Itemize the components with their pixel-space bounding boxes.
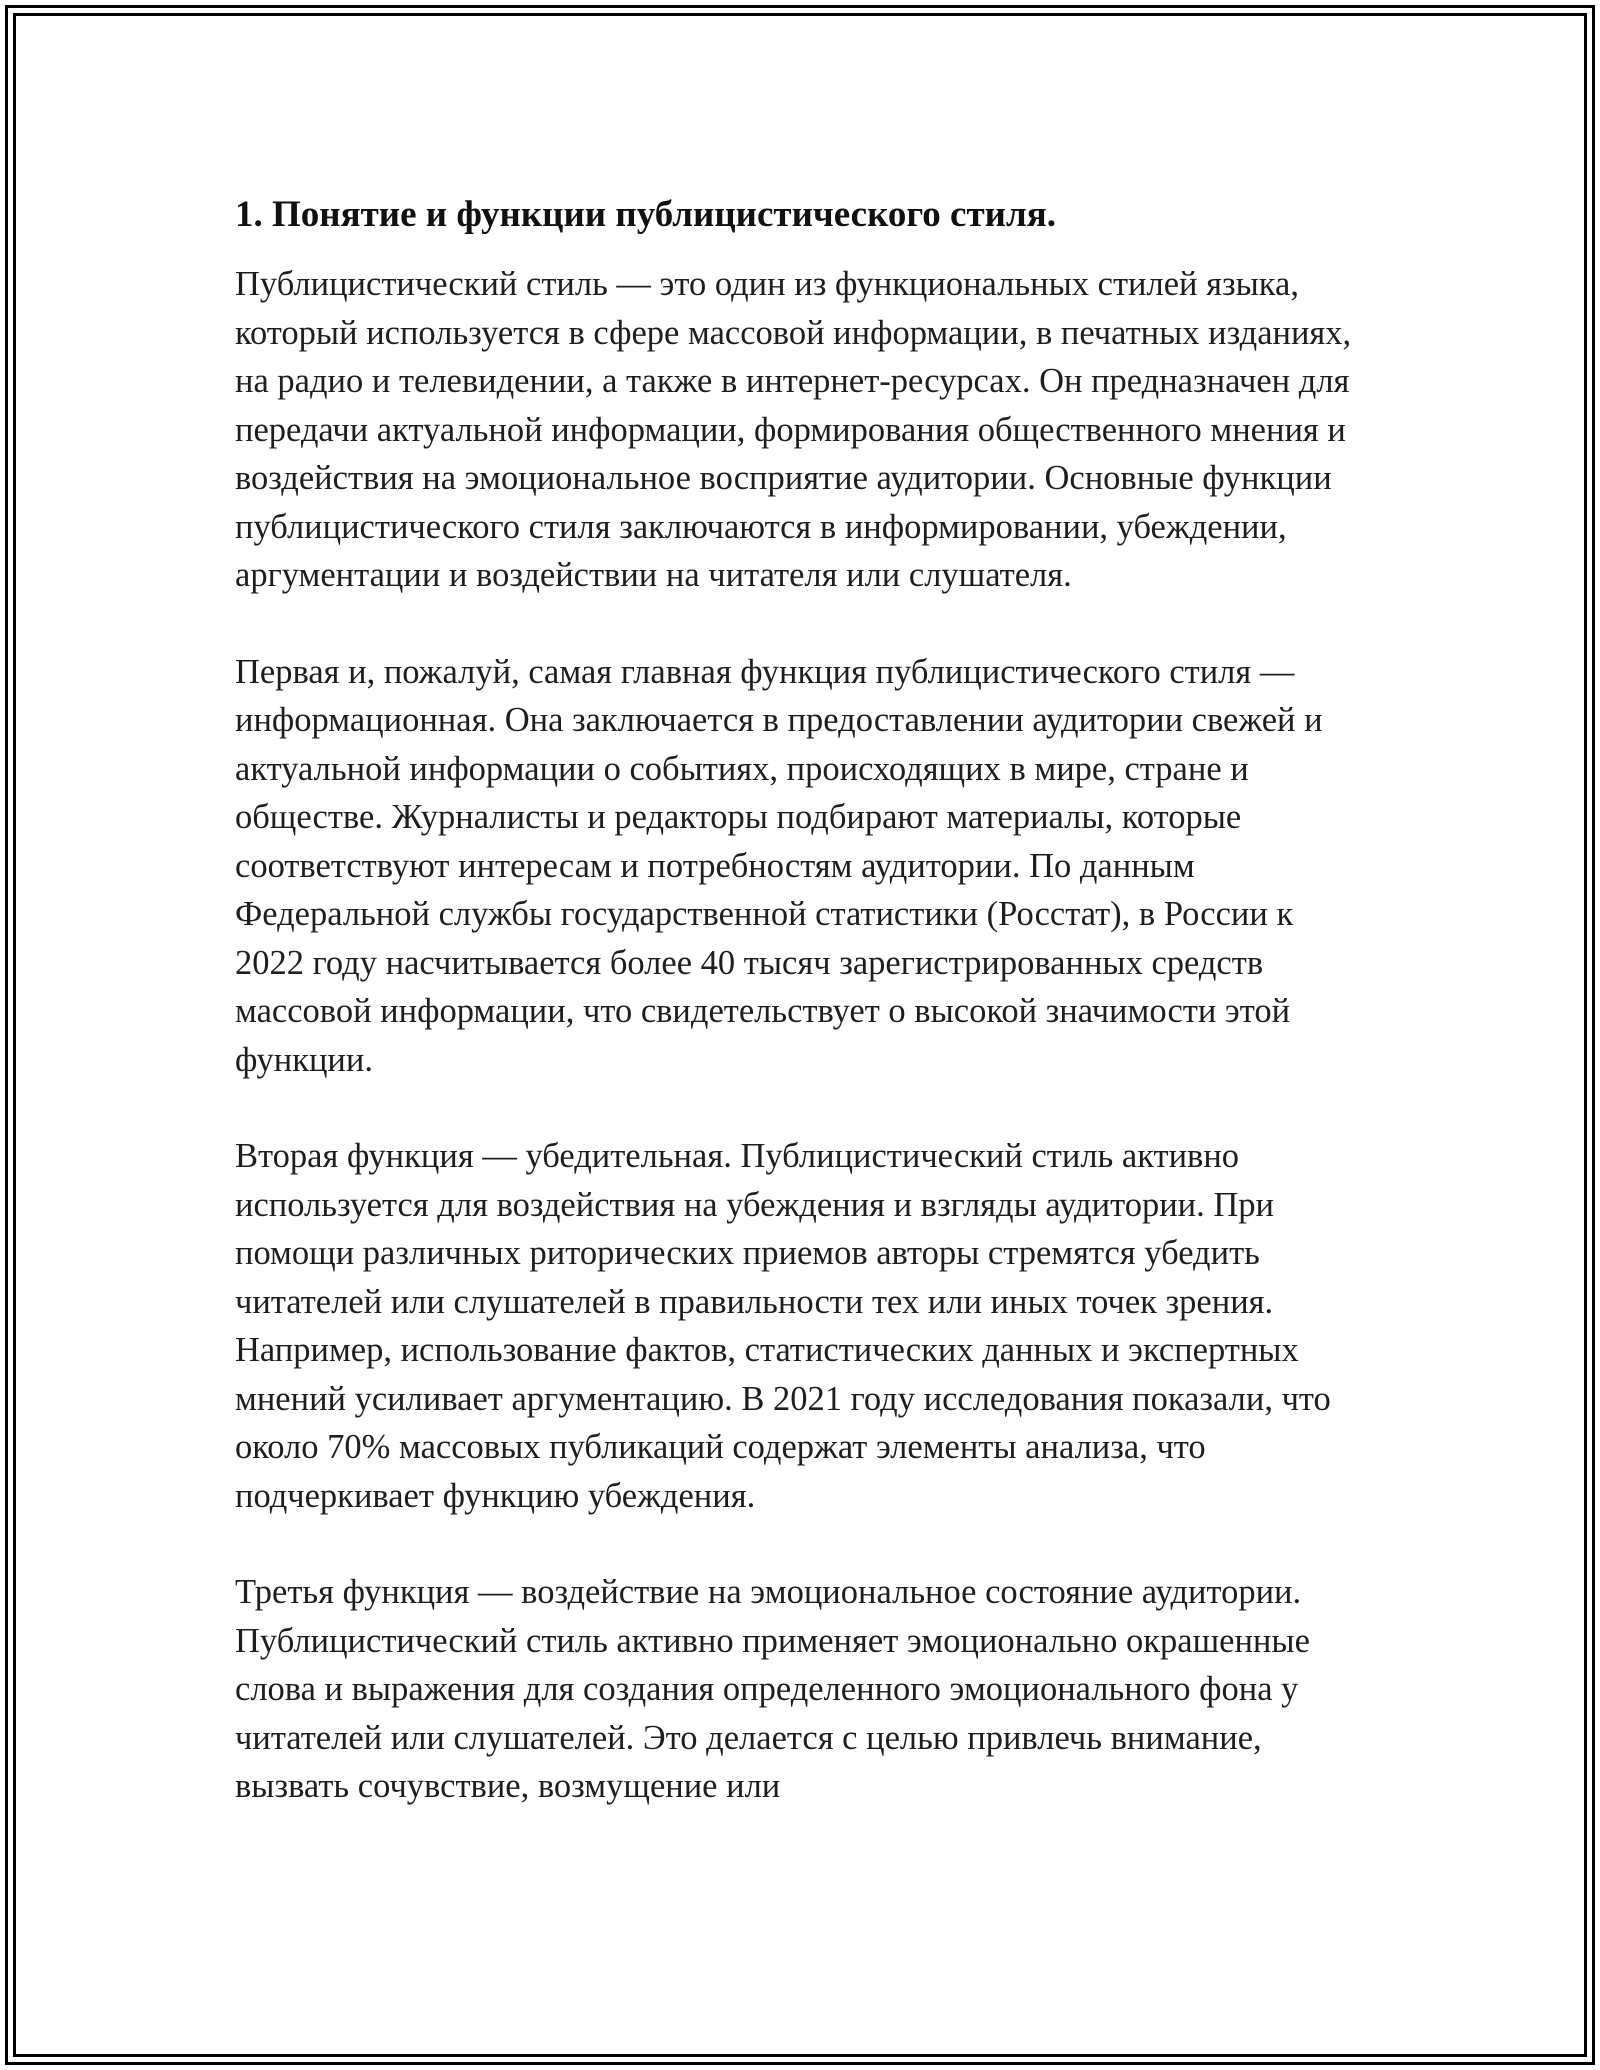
paragraph-informational-function: Первая и, пожалуй, самая главная функция публицистического стиля — информационная. Она заключается в предоставлении аудитории свежей и актуальной информации о событиях, происходящих в мире, стране и обществе. Журналисты и редакторы подбирают материалы, которые соответствуют интересам и потребностям аудитории. По данным Федеральной службы государственной статистики (Росстат), в России к 2022 году насчитывается более 40 тысяч зарегистрированных средств массовой информации, что свидетельствует о высокой значимости этой функции. — [235, 652, 1323, 1079]
paragraph-persuasive-function: Вторая функция — убедительная. Публицистический стиль активно используется для воздействия на убеждения и взгляды аудитории. При помощи различных риторических приемов авторы стремятся убедить читателей или слушателей в правильности тех или иных точек зрения. Например, использование фактов, статистических данных и экспертных мнений усиливает аргументацию. В 2021 году исследования показали, что около 70% массовых публикаций содержат элементы анализа, что подчеркивает функцию убеждения. — [235, 1137, 1331, 1515]
document-page — [235, 190, 1365, 1859]
paragraph-emotional-function: Третья функция — воздействие на эмоциональное состояние аудитории. Публицистический стиль активно применяет эмоционально окрашенные слова и выражения для создания определенного эмоционального фона у читателей или слушателей. Это делается с целью привлечь внимание, вызвать сочувствие, возмущение или — [235, 1573, 1310, 1805]
paragraph-intro: Публицистический стиль — это один из функциональных стилей языка, который используется в сфере массовой информации, в печатных изданиях, на радио и телевидении, а также в интернет-ресурсах. Он предназначен для передачи актуальной информации, формирования общественного мнения и воздействия на эмоциональное восприятие аудитории. Основные функции публицистического стиля заключаются в информировании, убеждении, аргументации и воздействии на читателя или слушателя. — [235, 265, 1352, 594]
section-heading: 1. Понятие и функции публицистического стиля. — [235, 194, 1056, 235]
